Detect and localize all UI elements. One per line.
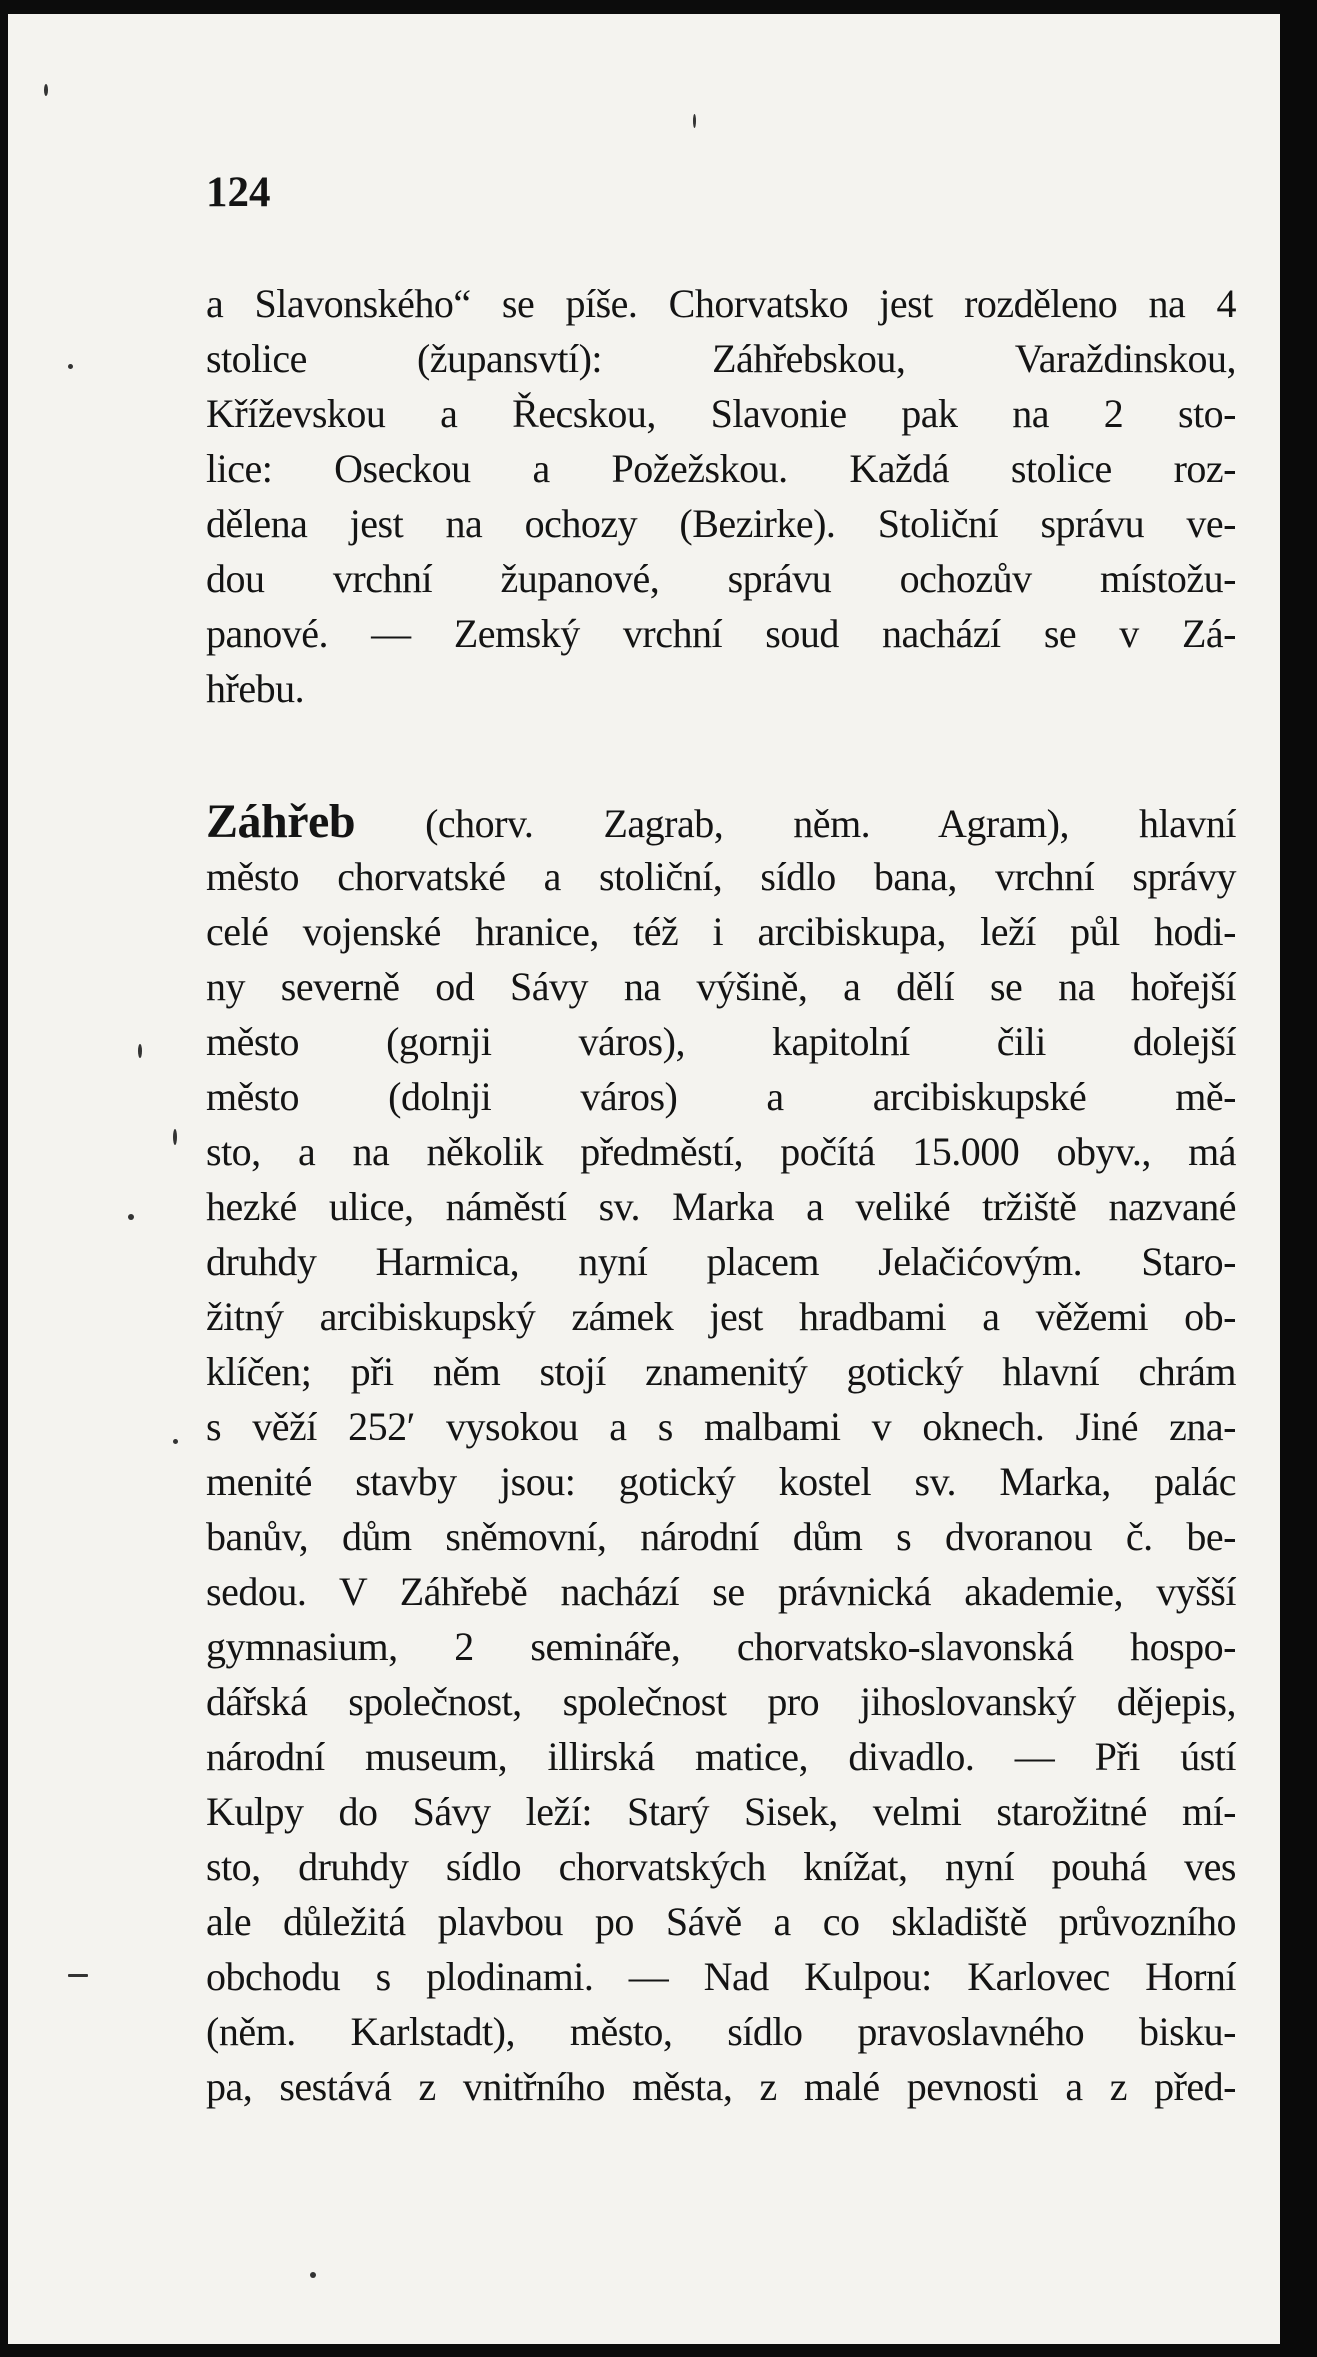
text-line: hezké ulice, náměstí sv. Marka a veliké tržiště nazvané	[206, 1184, 1236, 1229]
text-line: panové. — Zemský vrchní soud nachází se v Zá-	[206, 611, 1236, 656]
text-line: ale důležitá plavbou po Sávě a co skladiště průvozního	[206, 1899, 1236, 1944]
text-line: sto, a na několik předměstí, počítá 15.000 obyv., má	[206, 1129, 1236, 1174]
text-line: hřebu.	[206, 666, 305, 711]
text-line: s věží 252′ vysokou a s malbami v oknech. Jiné zna-	[206, 1404, 1236, 1449]
text-line: druhdy Harmica, nyní placem Jelačićovým. Staro-	[206, 1239, 1236, 1284]
page-text	[206, 164, 1236, 2114]
book-page	[8, 14, 1280, 2344]
text-line: město (dolnji város) a arcibiskupské mě-	[206, 1074, 1236, 1119]
text-line: klíčen; při něm stojí znamenitý gotický hlavní chrám	[206, 1349, 1236, 1394]
headword: Záhřeb	[206, 795, 356, 848]
text-line: stolice (župansvtí): Záhřebskou, Varaždinskou,	[206, 336, 1236, 381]
text-line: ny severně od Sávy na výšině, a dělí se na hořejší	[206, 964, 1236, 1009]
text-line: sto, druhdy sídlo chorvatských knížat, nyní pouhá ves	[206, 1844, 1236, 1889]
text-line: žitný arcibiskupský zámek jest hradbami a věžemi ob-	[206, 1294, 1236, 1339]
scan-edge	[1280, 0, 1317, 2357]
text-line: dou vrchní županové, správu ochozův místožu-	[206, 556, 1236, 601]
text-line: dělena jest na ochozy (Bezirke). Stoliční správu ve-	[206, 501, 1236, 546]
paragraph-gap	[206, 716, 1236, 794]
text-line: národní museum, illirská matice, divadlo. — Při ústí	[206, 1734, 1236, 1779]
text-line: dářská společnost, společnost pro jihoslovanský dějepis,	[206, 1679, 1236, 1724]
text-line: gymnasium, 2 semináře, chorvatsko-slavonská hospo-	[206, 1624, 1236, 1669]
text-line: banův, dům sněmovní, národní dům s dvoranou č. be-	[206, 1514, 1236, 1559]
text-line: Kříževskou a Řecskou, Slavonie pak na 2 sto-	[206, 391, 1236, 436]
text-line: sedou. V Záhřebě nachází se právnická akademie, vyšší	[206, 1569, 1236, 1614]
text-line: a Slavonského“ se píše. Chorvatsko jest rozděleno na 4	[206, 281, 1236, 326]
text-line: město (gornji város), kapitolní čili dolejší	[206, 1019, 1236, 1064]
text-line-headword: Záhřeb (chorv. Zagrab, něm. Agram), hlavní	[206, 795, 1236, 848]
page-number: 124	[206, 169, 271, 216]
text-line: (něm. Karlstadt), město, sídlo pravoslavného bisku-	[206, 2009, 1236, 2054]
text-line: pa, sestává z vnitřního města, z malé pevnosti a z před-	[206, 2064, 1236, 2109]
text-line: menité stavby jsou: gotický kostel sv. Marka, palác	[206, 1459, 1236, 1504]
text-line: lice: Oseckou a Požežskou. Každá stolice roz-	[206, 446, 1236, 491]
text-line: Kulpy do Sávy leží: Starý Sisek, velmi starožitné mí-	[206, 1789, 1236, 1834]
text-line: celé vojenské hranice, též i arcibiskupa, leží půl hodi-	[206, 909, 1236, 954]
text-line: město chorvatské a stoliční, sídlo bana, vrchní správy	[206, 854, 1236, 899]
text-line: obchodu s plodinami. — Nad Kulpou: Karlovec Horní	[206, 1954, 1236, 1999]
